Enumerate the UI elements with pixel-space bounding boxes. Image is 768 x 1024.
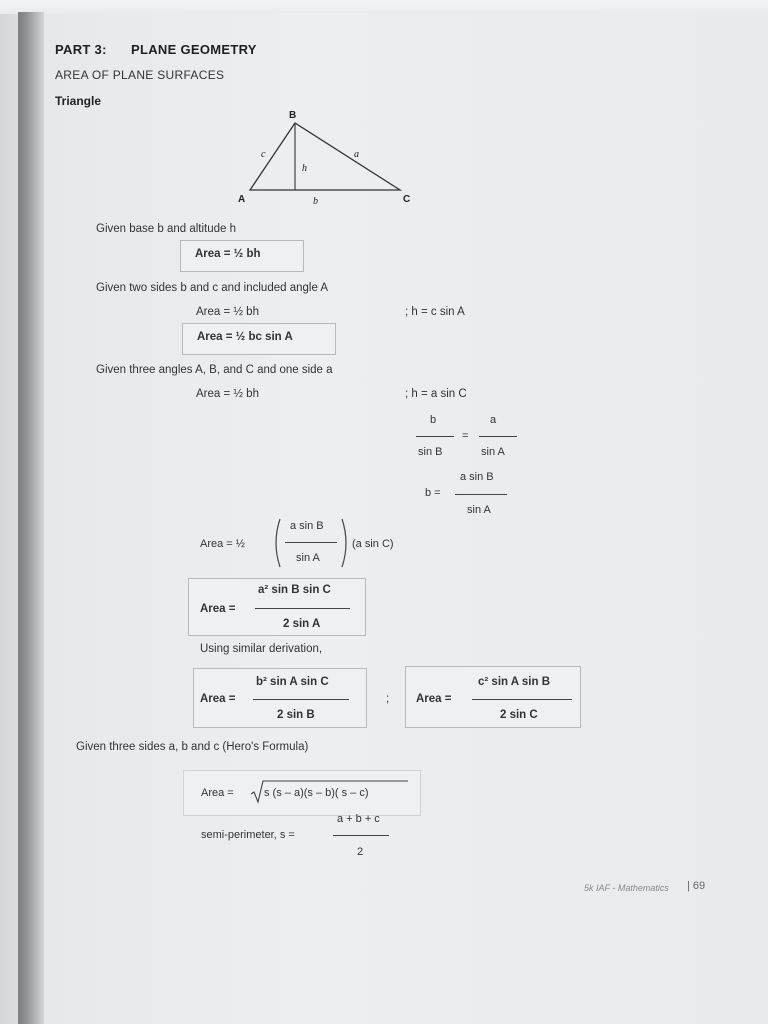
area-half-denominator: sin A: [296, 552, 320, 564]
area-a-numerator: a² sin B sin C: [258, 584, 331, 596]
similar-derivation-text: Using similar derivation,: [200, 643, 323, 655]
ratio-right-fraction-bar: [479, 436, 517, 437]
area-c-lhs: Area =: [416, 693, 452, 705]
page-top-edge: [0, 0, 768, 14]
ratio-equals: =: [462, 430, 469, 442]
formula-separator: ;: [386, 693, 390, 705]
semi-perimeter-denominator: 2: [357, 846, 364, 858]
part-label: PART 3:: [55, 42, 107, 57]
area-a-denominator: 2 sin A: [283, 618, 321, 630]
side-a-label: a: [354, 149, 359, 160]
area-half-numerator: a sin B: [290, 520, 324, 532]
page-number: | 69: [687, 880, 706, 892]
vertex-a-label: A: [238, 194, 246, 205]
case1-formula: Area = ½ bh: [195, 248, 261, 260]
vertex-b-label: B: [289, 110, 297, 121]
case2-note1: ; h = c sin A: [405, 306, 465, 318]
b-lhs: b =: [425, 487, 441, 499]
subsection-title: Triangle: [55, 94, 102, 108]
ratio-b: b: [430, 414, 437, 426]
ratio-left-fraction-bar: [416, 436, 454, 437]
part-title: PLANE GEOMETRY: [131, 42, 257, 57]
case4-given: Given three sides a, b and c (Hero's Formula): [76, 741, 309, 753]
area-b-fraction-bar: [253, 699, 349, 700]
area-half-lhs: Area = ½: [200, 538, 245, 550]
b-fraction-bar: [455, 494, 507, 495]
footer-source: 5k IAF - Mathematics: [584, 883, 669, 893]
case3-note1: ; h = a sin C: [405, 388, 467, 400]
case1-given: Given base b and altitude h: [96, 223, 237, 235]
semi-perimeter-fraction-bar: [333, 835, 389, 836]
area-a-lhs: Area =: [200, 603, 236, 615]
area-half-rhs: (a sin C): [352, 538, 394, 550]
triangle-outline: [250, 123, 400, 190]
triangle-diagram: [230, 105, 430, 210]
hero-radicand: s (s – a)(s – b)( s – c): [264, 787, 369, 799]
area-c-denominator: 2 sin C: [500, 709, 538, 721]
b-denominator: sin A: [467, 504, 491, 516]
area-c-numerator: c² sin A sin B: [478, 676, 550, 688]
b-numerator: a sin B: [460, 471, 494, 483]
ratio-sinB: sin B: [418, 446, 443, 458]
vertex-c-label: C: [403, 194, 411, 205]
area-b-lhs: Area =: [200, 693, 236, 705]
side-b-label: b: [313, 196, 318, 207]
book-spine-shadow: [18, 12, 44, 1024]
case3-given: Given three angles A, B, and C and one side a: [96, 364, 333, 376]
ratio-sinA: sin A: [481, 446, 505, 458]
area-half-fraction-bar: [285, 542, 337, 543]
hero-area-lhs: Area =: [201, 787, 234, 799]
section-title: AREA OF PLANE SURFACES: [55, 68, 225, 82]
ratio-a: a: [490, 414, 497, 426]
case2-step1: Area = ½ bh: [196, 306, 259, 318]
area-c-fraction-bar: [472, 699, 572, 700]
case2-given: Given two sides b and c and included angle A: [96, 282, 329, 294]
area-a-fraction-bar: [255, 608, 350, 609]
altitude-h-label: h: [302, 163, 307, 174]
semi-perimeter-numerator: a + b + c: [337, 813, 380, 825]
side-c-label: c: [261, 149, 266, 160]
area-b-denominator: 2 sin B: [277, 709, 315, 721]
semi-perimeter-lhs: semi-perimeter, s =: [201, 829, 295, 841]
case3-step1: Area = ½ bh: [196, 388, 259, 400]
case2-formula: Area = ½ bc sin A: [197, 331, 293, 343]
area-b-numerator: b² sin A sin C: [256, 676, 329, 688]
